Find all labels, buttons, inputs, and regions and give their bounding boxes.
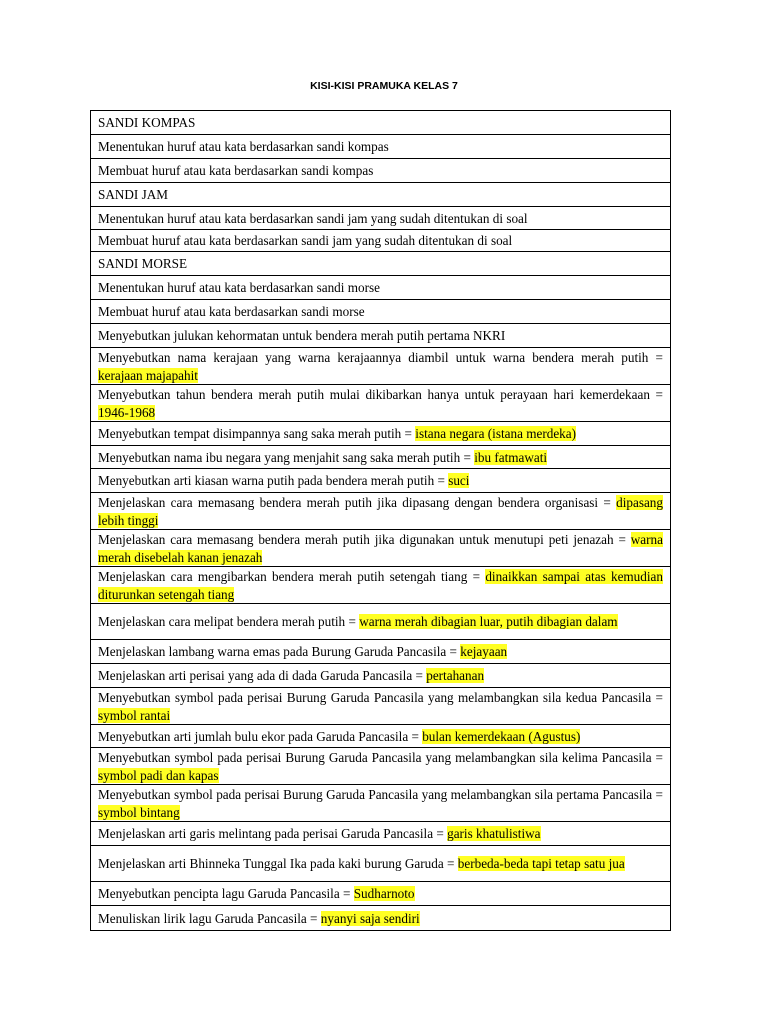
item-text: SANDI MORSE xyxy=(98,256,188,272)
highlighted-answer: garis khatulistiwa xyxy=(447,826,541,842)
table-row xyxy=(91,183,671,207)
highlighted-answer: pertahanan xyxy=(426,668,485,684)
table-row xyxy=(91,664,671,688)
highlighted-answer: kerajaan majapahit xyxy=(98,367,198,383)
table-cell xyxy=(91,822,671,846)
table-row xyxy=(91,422,671,446)
item-text: Menuliskan lirik lagu Garuda Pancasila = xyxy=(98,910,321,926)
highlighted-answer: warna merah disebelah kanan jenazah xyxy=(98,532,663,565)
item-text: Menyebutkan pencipta lagu Garuda Pancasila = xyxy=(98,886,354,902)
item-text: Menyebutkan nama ibu negara yang menjahit sang saka merah putih = xyxy=(98,449,475,465)
table-cell xyxy=(91,906,671,931)
item-text: Menjelaskan cara mengibarkan bendera merah putih setengah tiang = xyxy=(98,569,486,584)
table-row xyxy=(91,530,671,567)
table-row xyxy=(91,469,671,493)
table-cell xyxy=(91,135,671,159)
item-text: Menyebutkan julukan kehormatan untuk bendera merah putih pertama NKRI xyxy=(98,328,506,344)
table-cell xyxy=(91,604,671,640)
table-cell xyxy=(91,183,671,207)
page-title: KISI-KISI PRAMUKA KELAS 7 xyxy=(310,80,458,92)
table-cell xyxy=(91,276,671,300)
highlighted-answer: 1946-1968 xyxy=(98,404,156,420)
table-row xyxy=(91,135,671,159)
table-row xyxy=(91,822,671,846)
table-cell xyxy=(91,846,671,882)
item-text: Menjelaskan cara memasang bendera merah putih jika dipasang dengan bendera organisasi = xyxy=(98,495,617,510)
table-cell xyxy=(91,469,671,493)
table-cell xyxy=(91,725,671,748)
table-row xyxy=(91,385,671,422)
table-row xyxy=(91,785,671,822)
table-row xyxy=(91,159,671,183)
highlighted-answer: symbol rantai xyxy=(98,707,171,723)
highlighted-answer: bulan kemerdekaan (Agustus) xyxy=(422,728,581,744)
highlighted-answer: ibu fatmawati xyxy=(474,449,548,465)
table-row xyxy=(91,906,671,931)
table-row xyxy=(91,300,671,324)
item-text: Menjelaskan cara memasang bendera merah putih jika digunakan untuk menutupi peti jenazah = xyxy=(98,532,631,547)
item-text: Membuat huruf atau kata berdasarkan sandi morse xyxy=(98,304,365,320)
item-text: Menjelaskan arti garis melintang pada perisai Garuda Pancasila = xyxy=(98,826,448,842)
table-cell xyxy=(91,640,671,664)
table-cell xyxy=(91,207,671,230)
highlighted-answer: suci xyxy=(448,473,470,489)
table-row xyxy=(91,846,671,882)
table-cell xyxy=(91,348,671,385)
item-text: SANDI JAM xyxy=(98,187,168,203)
item-text: Membuat huruf atau kata berdasarkan sandi kompas xyxy=(98,163,374,179)
table-cell xyxy=(91,530,671,567)
table-row xyxy=(91,493,671,530)
item-text: Menyebutkan nama kerajaan yang warna kerajaannya diambil untuk warna bendera merah putih = xyxy=(98,350,663,365)
item-text: Membuat huruf atau kata berdasarkan sandi jam yang sudah ditentukan di soal xyxy=(98,233,513,249)
table-cell xyxy=(91,493,671,530)
table-cell xyxy=(91,252,671,276)
table-cell xyxy=(91,567,671,604)
item-text: Menyebutkan symbol pada perisai Burung Garuda Pancasila yang melambangkan sila kedua Pancasila = xyxy=(98,690,663,705)
item-text: Menjelaskan lambang warna emas pada Burung Garuda Pancasila = xyxy=(98,644,461,660)
table-cell xyxy=(91,324,671,348)
item-text: Menyebutkan arti jumlah bulu ekor pada Garuda Pancasila = xyxy=(98,728,423,744)
table-row xyxy=(91,725,671,748)
table-row xyxy=(91,207,671,230)
table-body xyxy=(91,111,671,931)
table-cell xyxy=(91,664,671,688)
item-text: Menentukan huruf atau kata berdasarkan sandi kompas xyxy=(98,139,389,155)
highlighted-answer: istana negara (istana merdeka) xyxy=(415,426,577,442)
highlighted-answer: nyanyi saja sendiri xyxy=(320,910,420,926)
table-cell xyxy=(91,230,671,252)
highlighted-answer: dipasang lebih tinggi xyxy=(98,495,663,528)
table-row xyxy=(91,748,671,785)
table-row xyxy=(91,111,671,135)
item-text: Menjelaskan cara melipat bendera merah putih = xyxy=(98,614,360,630)
item-text: Menjelaskan arti Bhinneka Tunggal Ika pada kaki burung Garuda = xyxy=(98,856,458,872)
table-row xyxy=(91,252,671,276)
item-text: Menyebutkan symbol pada perisai Burung Garuda Pancasila yang melambangkan sila kelima Pancasila = xyxy=(98,750,663,765)
table-cell xyxy=(91,300,671,324)
item-text: Menentukan huruf atau kata berdasarkan sandi jam yang sudah ditentukan di soal xyxy=(98,210,528,226)
table-cell xyxy=(91,159,671,183)
item-text: Menyebutkan tempat disimpannya sang saka merah putih = xyxy=(98,426,416,442)
table-row xyxy=(91,446,671,469)
table-row xyxy=(91,688,671,725)
table-cell xyxy=(91,446,671,469)
highlighted-answer: warna merah dibagian luar, putih dibagian dalam xyxy=(359,614,618,630)
table-row xyxy=(91,604,671,640)
highlighted-answer: symbol padi dan kapas xyxy=(98,767,219,783)
kisi-kisi-table xyxy=(90,110,671,931)
table-row xyxy=(91,640,671,664)
table-row xyxy=(91,348,671,385)
table-row xyxy=(91,324,671,348)
highlighted-answer: kejayaan xyxy=(460,644,508,660)
table-cell xyxy=(91,111,671,135)
table-row xyxy=(91,230,671,252)
table-cell xyxy=(91,882,671,906)
highlighted-answer: dinaikkan sampai atas kemudian diturunkan setengah tiang xyxy=(98,569,663,602)
highlighted-answer: Sudharnoto xyxy=(353,886,415,902)
item-text: Menyebutkan symbol pada perisai Burung Garuda Pancasila yang melambangkan sila pertama Pancasila = xyxy=(98,787,663,802)
item-text: Menyebutkan tahun bendera merah putih mulai dikibarkan hanya untuk perayaan hari kemerdekaan = xyxy=(98,387,663,402)
table-row xyxy=(91,276,671,300)
item-text: Menjelaskan arti perisai yang ada di dada Garuda Pancasila = xyxy=(98,668,427,684)
table-row xyxy=(91,882,671,906)
table-cell xyxy=(91,785,671,822)
highlighted-answer: berbeda-beda tapi tetap satu jua xyxy=(457,856,625,872)
item-text: Menentukan huruf atau kata berdasarkan sandi morse xyxy=(98,280,380,296)
table-cell xyxy=(91,385,671,422)
table-cell xyxy=(91,422,671,446)
item-text: SANDI KOMPAS xyxy=(98,115,196,131)
highlighted-answer: symbol bintang xyxy=(98,804,180,820)
item-text: Menyebutkan arti kiasan warna putih pada bendera merah putih = xyxy=(98,473,449,489)
table-cell xyxy=(91,688,671,725)
table-row xyxy=(91,567,671,604)
table-cell xyxy=(91,748,671,785)
